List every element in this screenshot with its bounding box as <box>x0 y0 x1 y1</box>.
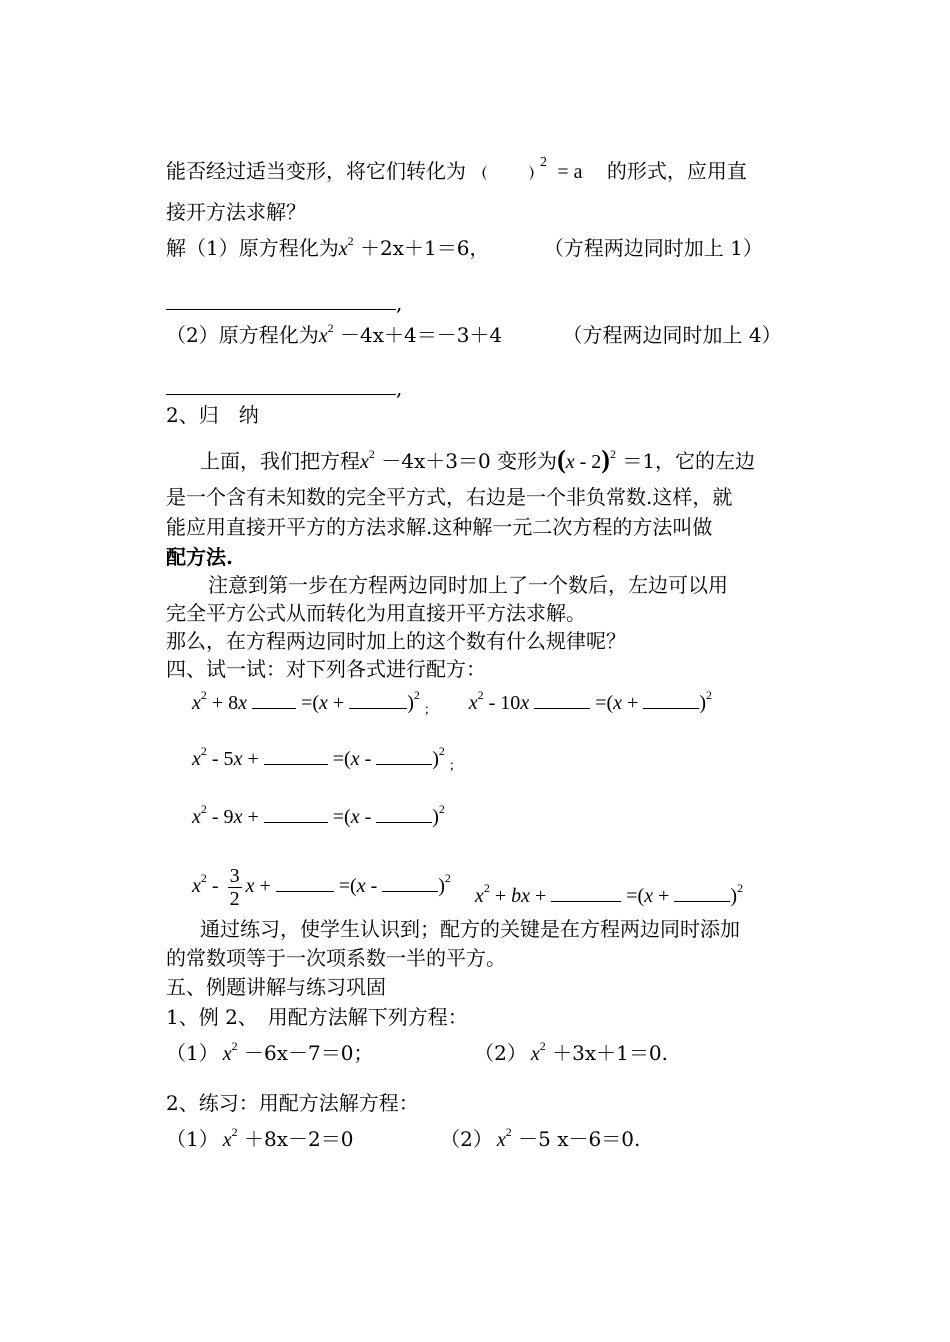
intro-text: 能否经过适当变形，将它们转化为 <box>166 159 466 183</box>
example-heading: 1、例 2、 用配方法解下列方程： <box>166 1005 468 1029</box>
fraction-3-2: $\frac{3}{2}$ <box>229 864 240 910</box>
blank-input[interactable] <box>264 804 328 823</box>
solution-1-rest: ＋2x＋1＝6， <box>359 236 490 260</box>
blank-input[interactable] <box>534 690 590 709</box>
exercise-heading: 2、练习：用配方法解方程： <box>166 1091 419 1115</box>
summary-p7: 那么，在方程两边同时加上的这个数有什么规律呢？ <box>166 629 626 653</box>
exercise-equations: （1） $x^2 +8x-2=0$ （2） $x^2 -5$ x－6＝0. <box>166 1125 641 1151</box>
blank-input[interactable] <box>643 690 699 709</box>
intro-text-2: 的形式，应用直 <box>606 159 747 183</box>
summary-p5: 注意到第一步在方程两边同时加上了一个数后，左边可以用 <box>208 573 728 597</box>
blank-input[interactable] <box>276 873 334 892</box>
summary-heading: 2、归 纳 <box>166 403 259 427</box>
summary-p2: 是一个含有未知数的完全平方式，右边是一个非负常数.这样，就 <box>166 485 733 509</box>
solution-2-note: （方程两边同时加上 4） <box>562 323 782 347</box>
bracket-open-icon <box>476 163 490 183</box>
practice-heading: 四、试一试：对下列各式进行配方： <box>166 657 486 681</box>
summary-term: 配方法. <box>166 545 233 569</box>
solution-1: 解（1）原方程化为$x^2 +2x+1=6$， （方程两边同时加上 1） <box>166 234 763 260</box>
summary-p3: 能应用直接开平方的方法求解.这种解一元二次方程的方法叫做 <box>166 515 713 539</box>
exercise-row-3: $x^2 - 9x + =(x - )^2$ <box>192 802 445 828</box>
exercise-row-1: $x^2 + 8x =(x + )^2$ $_;$ $x^2 - 10x =(x + )^2$ <box>192 688 712 717</box>
solution-2: （2）原方程化为$x^2 -4x+4=-3+4$ （方程两边同时加上 4） <box>166 321 782 347</box>
intro-line-2: 接开方法求解？ <box>166 200 306 224</box>
practice-conclusion-2: 的常数项等于一次项系数一半的平方。 <box>166 946 506 970</box>
blank-input[interactable] <box>349 690 407 709</box>
intro-line-1: 能否经过适当变形，将它们转化为 $^2$ = a 的形式，应用直 <box>166 155 747 183</box>
exercise-row-4: $x^2$ - $\frac{3}{2}$ x + =(x - )$^2$ $x^2$ + bx + $=(x + )^2$ <box>192 864 744 910</box>
example-equations: （1） $x^2 -6x-7=0$； （2） $x^2 +3x+1=0$. <box>166 1039 668 1065</box>
examples-heading: 五、例题讲解与练习巩固 <box>166 975 386 999</box>
solution-1-prefix: 解（1）原方程化为 <box>166 236 339 260</box>
practice-conclusion-1: 通过练习，使学生认识到；配方的关键是在方程两边同时添加 <box>200 917 740 941</box>
blank-input[interactable] <box>376 804 432 823</box>
solution-2-rest: －4x＋4＝－3＋4 <box>339 323 503 347</box>
blank-input[interactable] <box>264 746 328 765</box>
blank-input[interactable] <box>551 883 621 902</box>
blank-input[interactable] <box>382 873 438 892</box>
blank-input[interactable] <box>376 746 432 765</box>
summary-p1: 上面，我们把方程$x^2 -4x+3=0$ 变形为(x - 2)$^2$ ＝1，它的左边 <box>200 445 756 474</box>
answer-line-2: , <box>166 375 402 401</box>
solution-1-note: （方程两边同时加上 1） <box>543 236 763 260</box>
bracket-close-icon <box>526 163 540 183</box>
answer-blank[interactable] <box>166 376 396 395</box>
blank-input[interactable] <box>674 883 730 902</box>
var-x: x <box>338 238 348 260</box>
summary-p6: 完全平方公式从而转化为用直接开平方法求解。 <box>166 601 586 625</box>
blank-input[interactable] <box>252 690 296 709</box>
answer-line-1: , <box>166 290 402 316</box>
answer-blank[interactable] <box>166 291 396 310</box>
solution-2-prefix: （2）原方程化为 <box>166 323 319 347</box>
exercise-row-2: $x^2 - 5x + =(x - )^2$ $_;$ <box>192 744 454 773</box>
square-form-rhs: = a <box>557 161 583 183</box>
